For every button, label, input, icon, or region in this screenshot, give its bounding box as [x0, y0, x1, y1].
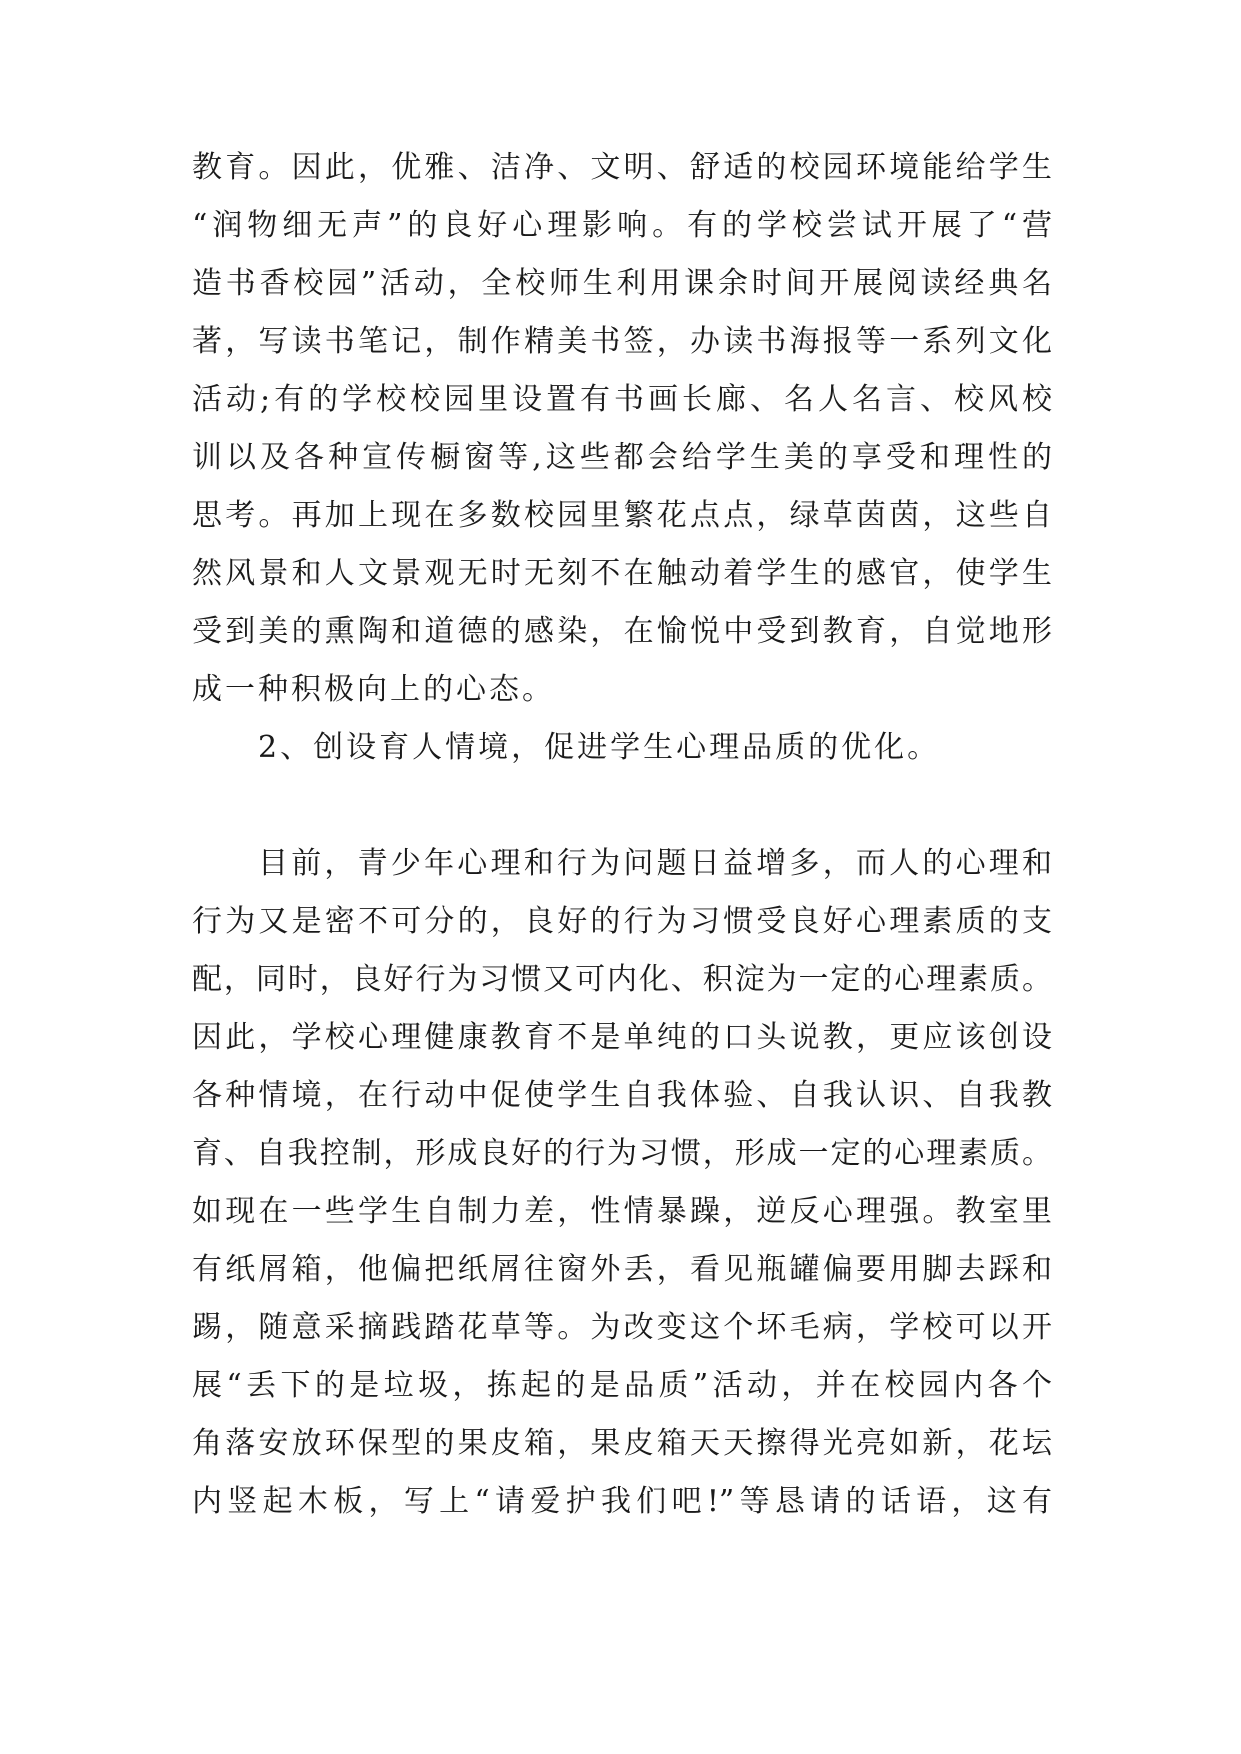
paragraph-1-line-3: 造书香校园”活动，全校师生利用课余时间开展阅读经典名	[192, 266, 1052, 301]
paragraph-1-line-2: “润物细无声”的良好心理影响。有的学校尝试开展了“营	[192, 208, 1052, 243]
paragraph-2-line-5: 各种情境，在行动中促使学生自我体验、自我认识、自我教	[192, 1078, 1052, 1113]
paragraph-2-line-3: 配，同时，良好行为习惯又可内化、积淀为一定的心理素质。	[192, 962, 1052, 997]
paragraph-2-line-8: 有纸屑箱，他偏把纸屑往窗外丢，看见瓶罐偏要用脚去踩和	[192, 1252, 1052, 1287]
paragraph-2-line-1: 目前，青少年心理和行为问题日益增多，而人的心理和	[258, 846, 1052, 881]
paragraph-1-line-1: 教育。因此，优雅、洁净、文明、舒适的校园环境能给学生	[192, 150, 1052, 185]
paragraph-2-line-7: 如现在一些学生自制力差，性情暴躁，逆反心理强。教室里	[192, 1194, 1052, 1229]
paragraph-1-line-4: 著，写读书笔记，制作精美书签，办读书海报等一系列文化	[192, 324, 1052, 359]
paragraph-2-line-2: 行为又是密不可分的，良好的行为习惯受良好心理素质的支	[192, 904, 1052, 939]
paragraph-2-line-11: 角落安放环保型的果皮箱，果皮箱天天擦得光亮如新，花坛	[192, 1426, 1052, 1461]
paragraph-2-line-9: 踢，随意采摘践踏花草等。为改变这个坏毛病，学校可以开	[192, 1310, 1052, 1345]
paragraph-2-line-12: 内竖起木板，写上“请爱护我们吧!”等恳请的话语，这有	[192, 1484, 1052, 1519]
paragraph-2-line-6: 育、自我控制，形成良好的行为习惯，形成一定的心理素质。	[192, 1136, 1052, 1171]
paragraph-1-line-7: 思考。再加上现在多数校园里繁花点点，绿草茵茵，这些自	[192, 498, 1052, 533]
section-heading-2: 2、创设育人情境，促进学生心理品质的优化。	[258, 730, 941, 765]
paragraph-1-line-6: 训以及各种宣传橱窗等,这些都会给学生美的享受和理性的	[192, 440, 1052, 475]
paragraph-1-line-9: 受到美的熏陶和道德的感染，在愉悦中受到教育，自觉地形	[192, 614, 1052, 649]
paragraph-2-line-10: 展“丢下的是垃圾，拣起的是品质”活动，并在校园内各个	[192, 1368, 1052, 1403]
paragraph-2-line-4: 因此，学校心理健康教育不是单纯的口头说教，更应该创设	[192, 1020, 1052, 1055]
paragraph-1-line-8: 然风景和人文景观无时无刻不在触动着学生的感官，使学生	[192, 556, 1052, 591]
paragraph-1-line-10: 成一种积极向上的心态。	[192, 672, 555, 707]
paragraph-1-line-5: 活动;有的学校校园里设置有书画长廊、名人名言、校风校	[192, 382, 1052, 417]
